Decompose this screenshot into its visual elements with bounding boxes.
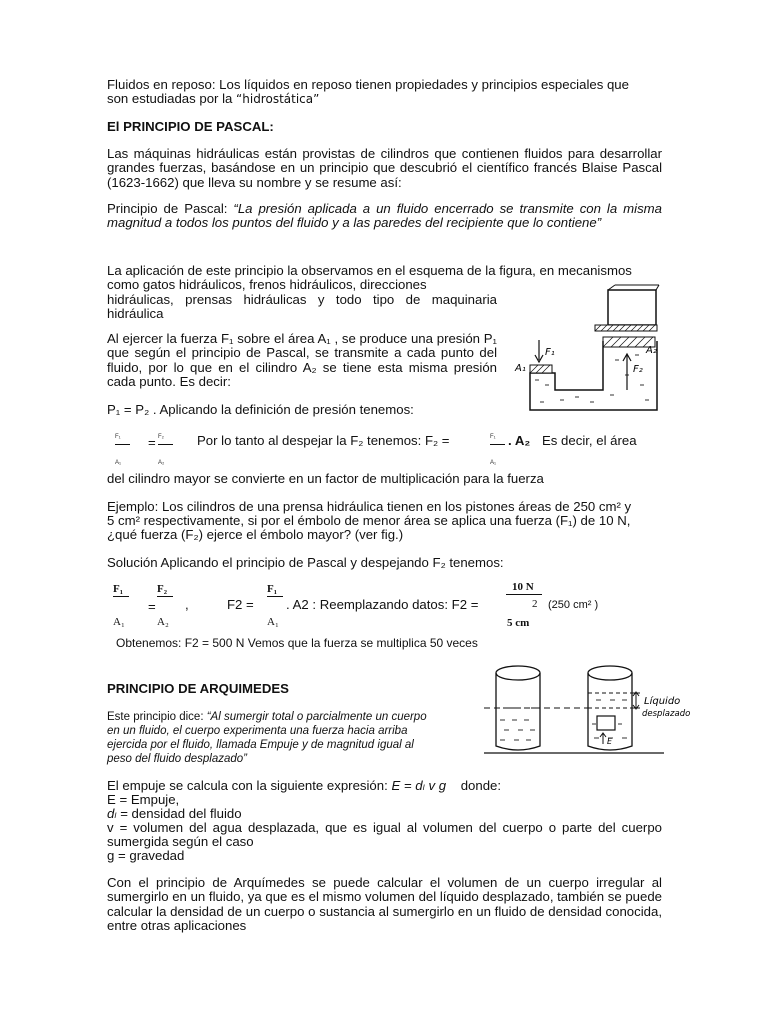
sol-fraction-line-3: [267, 596, 283, 597]
arquimedes-principle: [107, 710, 432, 766]
arquimedes-quote: “Al sumergir total o parcialmente un cuerpo en un fluido, el cuerpo experimenta una fuerza hacia arriba ejercida por el fluido, llamada Empuje y de magnitud igual al peso del fluido desplazado”: [107, 711, 427, 765]
factor-line: del cilindro mayor se convierte en un factor de multiplicación para la fuerza: [107, 471, 544, 486]
application-line-3: hidráulicas, prensas hidráulicas y todo tipo de maquinaria: [107, 292, 497, 307]
example-line-3: ¿qué fuerza (F₂) ejerce el émbolo mayor? (ver fig.): [107, 527, 404, 542]
sol-comma: ,: [185, 597, 189, 612]
closing-paragraph: Con el principio de Arquímedes se puede calcular el volumen de un cuerpo irregular al sumergirlo en un fluido, ya que es el mismo volumen del líquido desplazado, también se puede calcular la densidad de un cuerpo o sustancia al sumergirlo en un fluido de densidad conocida, entre otras aplicaciones: [107, 875, 662, 934]
fig-label-a1: A₁: [515, 363, 526, 374]
es-decir-text: Es decir, el área: [542, 433, 637, 448]
example-line-2: 5 cm² respectivamente, si por el émbolo de menor área se aplica una fuerza (F₁) de 10 N,: [107, 513, 631, 528]
sol-f2-equals: F2 =: [227, 597, 254, 612]
sol-10n: 10 N: [512, 581, 534, 593]
sol-a2: A₂: [157, 616, 169, 628]
sol-f1-b: F₁: [267, 583, 278, 595]
eq-tiny-f1: F₁: [115, 434, 121, 440]
sol-5cm: 5 cm: [507, 617, 530, 629]
pascal-intro-paragraph: Las máquinas hidráulicas están provistas de cilindros que contienen fluidos para desarrollar grandes fuerzas, basándose en un principio que descubrió el científico francés Blaise Pascal (1623-1662) que lleva su nombre y se resume así:: [107, 146, 662, 190]
arquimedes-heading: PRINCIPIO DE ARQUIMEDES: [107, 681, 289, 696]
eq-tiny-f1-b: F₁: [490, 434, 496, 440]
principle-label: Principio de Pascal:: [107, 201, 234, 216]
def-dl-symbol: dₗ: [107, 806, 117, 821]
application-line-4: hidráulica: [107, 306, 164, 321]
force-paragraph: Al ejercer la fuerza F₁ sobre el área A₁ , se produce una presión P₁ que según el principio de Pascal, se transmite a cada punto del fluido, por lo que en el cilindro A₂ se tiene esta misma presión cada punto. Es decir:: [107, 331, 497, 390]
despejar-text: Por lo tanto al despejar la F₂ tenemos: F₂ =: [197, 433, 450, 448]
pascal-heading: El PRINCIPIO DE PASCAL:: [107, 119, 274, 134]
sol-a1: A₁: [113, 616, 125, 628]
pascal-principle: [107, 202, 662, 231]
fig-label-f1: F₁: [545, 347, 555, 358]
intro-paragraph: [107, 78, 667, 107]
intro-line-2: [107, 92, 667, 106]
hidrostatica-term: “hidrostática”: [236, 92, 320, 107]
eq-tiny-a1: A₁: [115, 460, 122, 466]
p-equal-line: P₁ = P₂ . Aplicando la definición de presión tenemos:: [107, 402, 414, 417]
intro-line-1: Fluidos en reposo: Los líquidos en reposo tienen propiedades y principios especiales que: [107, 77, 629, 92]
fig-empuje-label: E: [607, 737, 613, 746]
application-line-2: como gatos hidráulicos, frenos hidráulicos, direcciones: [107, 277, 427, 292]
def-g: g = gravedad: [107, 848, 185, 863]
def-e: E = Empuje,: [107, 792, 180, 807]
arquimedes-intro: Este principio dice:: [107, 711, 207, 723]
intro-line-2a: son estudiadas por la: [107, 91, 237, 107]
sol-f1: F₁: [113, 583, 124, 595]
fig-label-a2: A₂: [646, 345, 657, 356]
sol-fraction-line-2: [157, 596, 173, 597]
archimedes-figure: [484, 658, 691, 758]
eq-tiny-a1-b: A₁: [490, 460, 497, 466]
sol-replace: . A2 : Reemplazando datos: F2 =: [286, 597, 479, 612]
eq-fraction-line-1: [115, 444, 130, 445]
obtenemos-line: Obtenemos: F2 = 500 N Vemos que la fuerza se multiplica 50 veces: [116, 636, 478, 650]
eq-tiny-a2: A₂: [158, 460, 165, 466]
fig-label-liquido: Líquido: [644, 696, 681, 707]
donde-text: donde:: [460, 778, 502, 793]
def-v: v = volumen del agua desplazada, que es igual al volumen del cuerpo o parte del cuerpo sumergida según el caso: [107, 820, 662, 850]
principle-quote: “La presión aplicada a un fluido encerrado se transmite con la misma magnitud a todos los puntos del fluido y a las paredes del recipiente que lo contiene”: [107, 201, 663, 231]
fig-label-f2: F₂: [633, 364, 643, 375]
sol-250: (250 cm² ): [548, 599, 599, 611]
sol-fraction-line-4: [506, 594, 542, 595]
eq-fraction-line-2: [158, 444, 173, 445]
eq-equals: =: [148, 435, 156, 450]
example-line-1: Ejemplo: Los cilindros de una prensa hidráulica tienen en los pistones áreas de 250 cm² y: [107, 499, 632, 514]
fig-label-desplazado: desplazado: [642, 709, 691, 719]
sol-f2: F₂: [157, 583, 168, 595]
sol-2: 2: [532, 598, 538, 610]
eq-fraction-line-3: [490, 444, 505, 445]
sol-equals: =: [148, 599, 156, 614]
hydraulic-press-figure: [515, 285, 660, 415]
eq-tiny-f2: F₂: [158, 434, 164, 440]
solution-line: Solución Aplicando el principio de Pascal y despejando F₂ tenemos:: [107, 555, 504, 570]
empuje-calc-text: El empuje se calcula con la siguiente expresión:: [107, 778, 392, 793]
sol-a1-b: A₁: [267, 616, 279, 628]
times-a2: . A₂: [508, 433, 531, 448]
sol-fraction-line-1: [113, 596, 129, 597]
empuje-formula: E = dₗ v g: [391, 778, 447, 793]
application-line-1: La aplicación de este principio la observamos en el esquema de la figura, en mecanismos: [107, 263, 632, 278]
def-dl-text: = densidad del fluido: [116, 806, 242, 821]
